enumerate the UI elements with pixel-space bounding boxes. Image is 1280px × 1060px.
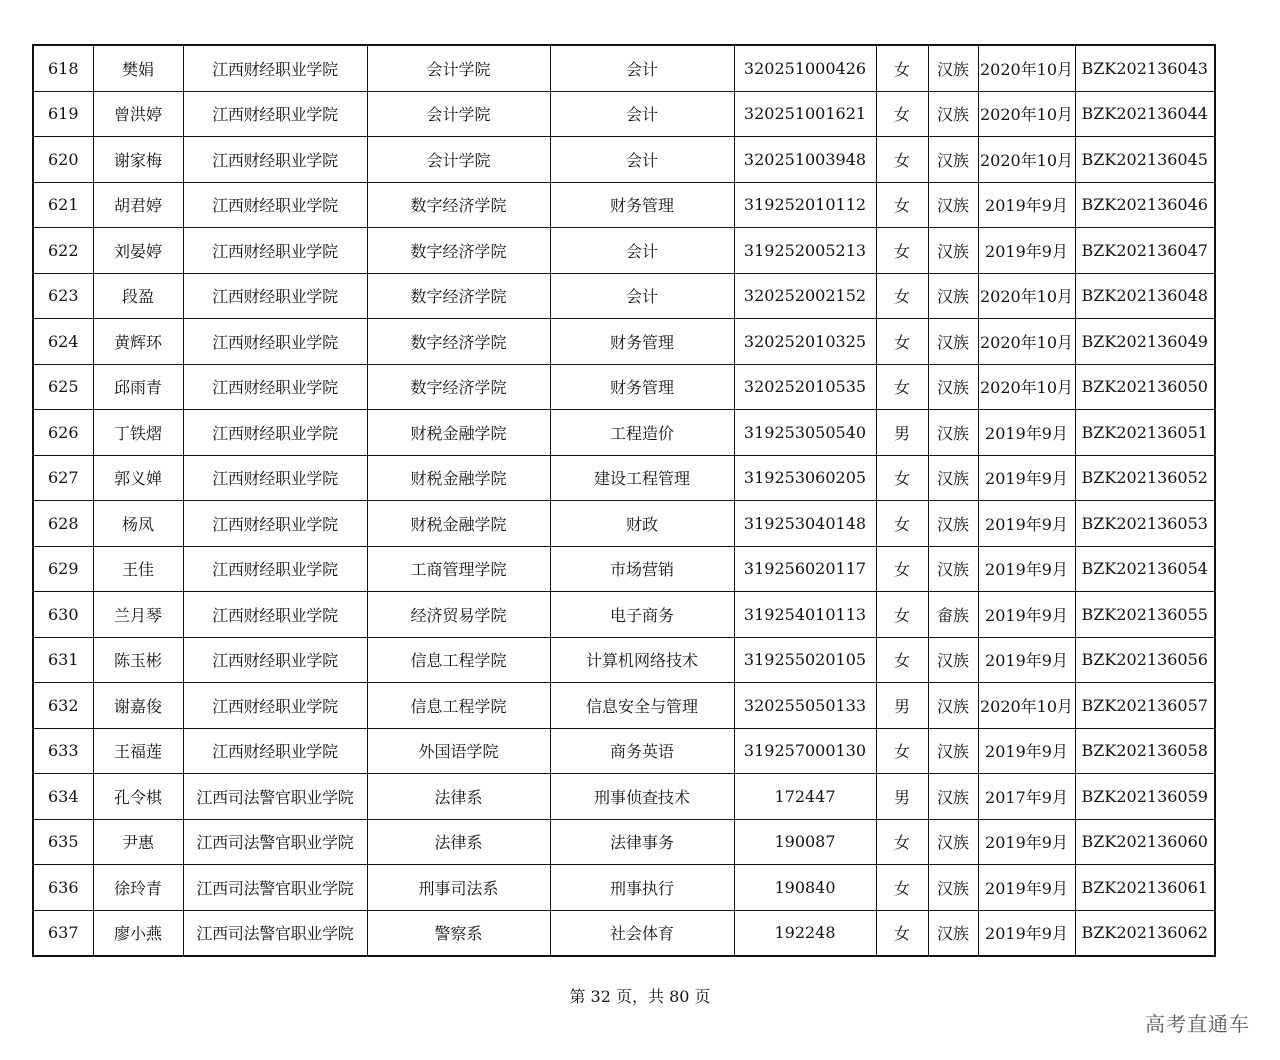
cell-school: 江西财经职业学院	[183, 637, 367, 683]
cell-certificate-number: BZK202136051	[1075, 410, 1215, 456]
cell-sex: 女	[876, 501, 928, 547]
cell-name: 孔令棋	[93, 774, 183, 820]
cell-enroll-date: 2019年9月	[978, 910, 1075, 956]
cell-major: 会计	[550, 137, 734, 183]
cell-serial-number: 627	[33, 455, 93, 501]
table-row	[33, 546, 1215, 592]
cell-sex: 女	[876, 865, 928, 911]
cell-sex: 女	[876, 364, 928, 410]
cell-college: 数字经济学院	[367, 319, 550, 365]
table-row	[33, 182, 1215, 228]
cell-enroll-date: 2019年9月	[978, 728, 1075, 774]
cell-certificate-number: BZK202136059	[1075, 774, 1215, 820]
cell-ethnicity: 汉族	[928, 228, 978, 274]
cell-name: 谢家梅	[93, 137, 183, 183]
cell-serial-number: 633	[33, 728, 93, 774]
cell-college: 刑事司法系	[367, 865, 550, 911]
cell-enroll-date: 2019年9月	[978, 410, 1075, 456]
cell-school: 江西司法警官职业学院	[183, 910, 367, 956]
cell-college: 经济贸易学院	[367, 592, 550, 638]
cell-school: 江西财经职业学院	[183, 273, 367, 319]
cell-student-id: 172447	[734, 774, 876, 820]
cell-enroll-date: 2019年9月	[978, 546, 1075, 592]
cell-college: 法律系	[367, 819, 550, 865]
cell-school: 江西财经职业学院	[183, 45, 367, 91]
cell-name: 杨凤	[93, 501, 183, 547]
cell-enroll-date: 2019年9月	[978, 637, 1075, 683]
table-row	[33, 228, 1215, 274]
cell-college: 数字经济学院	[367, 273, 550, 319]
cell-student-id: 320251001621	[734, 91, 876, 137]
cell-sex: 女	[876, 91, 928, 137]
cell-sex: 女	[876, 137, 928, 183]
table-body	[33, 45, 1215, 956]
cell-major: 财务管理	[550, 319, 734, 365]
cell-sex: 女	[876, 182, 928, 228]
cell-name: 兰月琴	[93, 592, 183, 638]
cell-certificate-number: BZK202136052	[1075, 455, 1215, 501]
cell-ethnicity: 畲族	[928, 592, 978, 638]
cell-school: 江西财经职业学院	[183, 728, 367, 774]
cell-certificate-number: BZK202136043	[1075, 45, 1215, 91]
cell-ethnicity: 汉族	[928, 637, 978, 683]
cell-college: 会计学院	[367, 45, 550, 91]
cell-student-id: 319252010112	[734, 182, 876, 228]
page-number	[0, 984, 1280, 1007]
cell-student-id: 319253060205	[734, 455, 876, 501]
cell-enroll-date: 2020年10月	[978, 273, 1075, 319]
cell-college: 数字经济学院	[367, 182, 550, 228]
cell-serial-number: 629	[33, 546, 93, 592]
cell-school: 江西司法警官职业学院	[183, 819, 367, 865]
cell-college: 工商管理学院	[367, 546, 550, 592]
cell-student-id: 190087	[734, 819, 876, 865]
cell-student-id: 319257000130	[734, 728, 876, 774]
cell-college: 数字经济学院	[367, 364, 550, 410]
cell-college: 会计学院	[367, 137, 550, 183]
cell-certificate-number: BZK202136050	[1075, 364, 1215, 410]
cell-school: 江西司法警官职业学院	[183, 774, 367, 820]
cell-school: 江西财经职业学院	[183, 91, 367, 137]
cell-student-id: 320255050133	[734, 683, 876, 729]
table-row	[33, 455, 1215, 501]
table-row	[33, 364, 1215, 410]
cell-student-id: 319252005213	[734, 228, 876, 274]
cell-serial-number: 623	[33, 273, 93, 319]
cell-sex: 女	[876, 592, 928, 638]
cell-enroll-date: 2019年9月	[978, 819, 1075, 865]
cell-certificate-number: BZK202136058	[1075, 728, 1215, 774]
cell-enroll-date: 2020年10月	[978, 319, 1075, 365]
cell-serial-number: 632	[33, 683, 93, 729]
cell-name: 刘晏婷	[93, 228, 183, 274]
cell-college: 财税金融学院	[367, 501, 550, 547]
cell-ethnicity: 汉族	[928, 364, 978, 410]
cell-certificate-number: BZK202136057	[1075, 683, 1215, 729]
cell-ethnicity: 汉族	[928, 910, 978, 956]
table-row	[33, 501, 1215, 547]
table-row	[33, 319, 1215, 365]
cell-major: 会计	[550, 273, 734, 319]
cell-ethnicity: 汉族	[928, 501, 978, 547]
cell-name: 曾洪婷	[93, 91, 183, 137]
cell-ethnicity: 汉族	[928, 273, 978, 319]
cell-sex: 男	[876, 774, 928, 820]
cell-student-id: 319253050540	[734, 410, 876, 456]
cell-sex: 女	[876, 819, 928, 865]
cell-certificate-number: BZK202136060	[1075, 819, 1215, 865]
cell-name: 尹惠	[93, 819, 183, 865]
cell-school: 江西财经职业学院	[183, 137, 367, 183]
table-row	[33, 137, 1215, 183]
table-row	[33, 637, 1215, 683]
cell-certificate-number: BZK202136055	[1075, 592, 1215, 638]
cell-sex: 男	[876, 683, 928, 729]
cell-serial-number: 630	[33, 592, 93, 638]
cell-sex: 女	[876, 546, 928, 592]
cell-school: 江西财经职业学院	[183, 364, 367, 410]
cell-major: 刑事侦查技术	[550, 774, 734, 820]
cell-school: 江西财经职业学院	[183, 455, 367, 501]
cell-major: 社会体育	[550, 910, 734, 956]
table-row	[33, 865, 1215, 911]
cell-certificate-number: BZK202136053	[1075, 501, 1215, 547]
cell-sex: 男	[876, 410, 928, 456]
cell-student-id: 320252010535	[734, 364, 876, 410]
cell-student-id: 319253040148	[734, 501, 876, 547]
cell-name: 段盈	[93, 273, 183, 319]
cell-enroll-date: 2019年9月	[978, 865, 1075, 911]
cell-college: 信息工程学院	[367, 637, 550, 683]
student-list-table	[32, 44, 1216, 957]
cell-enroll-date: 2019年9月	[978, 228, 1075, 274]
cell-student-id: 320252002152	[734, 273, 876, 319]
table-row	[33, 410, 1215, 456]
table-row	[33, 728, 1215, 774]
cell-certificate-number: BZK202136061	[1075, 865, 1215, 911]
watermark-logo-text: 高考直通车	[1145, 1012, 1250, 1036]
page-number-label: 第 32 页，共 80 页	[569, 987, 711, 1006]
cell-certificate-number: BZK202136048	[1075, 273, 1215, 319]
table-row	[33, 774, 1215, 820]
cell-college: 信息工程学院	[367, 683, 550, 729]
cell-ethnicity: 汉族	[928, 546, 978, 592]
cell-ethnicity: 汉族	[928, 45, 978, 91]
cell-college: 外国语学院	[367, 728, 550, 774]
cell-ethnicity: 汉族	[928, 319, 978, 365]
cell-serial-number: 626	[33, 410, 93, 456]
cell-major: 信息安全与管理	[550, 683, 734, 729]
cell-enroll-date: 2020年10月	[978, 91, 1075, 137]
cell-name: 王福莲	[93, 728, 183, 774]
cell-major: 电子商务	[550, 592, 734, 638]
cell-major: 会计	[550, 91, 734, 137]
cell-serial-number: 620	[33, 137, 93, 183]
cell-certificate-number: BZK202136044	[1075, 91, 1215, 137]
cell-ethnicity: 汉族	[928, 182, 978, 228]
cell-serial-number: 628	[33, 501, 93, 547]
cell-name: 徐玲青	[93, 865, 183, 911]
cell-certificate-number: BZK202136049	[1075, 319, 1215, 365]
cell-school: 江西财经职业学院	[183, 319, 367, 365]
cell-sex: 女	[876, 728, 928, 774]
cell-serial-number: 637	[33, 910, 93, 956]
cell-student-id: 320251003948	[734, 137, 876, 183]
cell-school: 江西财经职业学院	[183, 683, 367, 729]
cell-sex: 女	[876, 455, 928, 501]
cell-major: 建设工程管理	[550, 455, 734, 501]
cell-school: 江西司法警官职业学院	[183, 865, 367, 911]
cell-major: 商务英语	[550, 728, 734, 774]
cell-enroll-date: 2019年9月	[978, 592, 1075, 638]
cell-student-id: 320252010325	[734, 319, 876, 365]
cell-sex: 女	[876, 45, 928, 91]
table-row	[33, 819, 1215, 865]
cell-major: 会计	[550, 228, 734, 274]
cell-school: 江西财经职业学院	[183, 182, 367, 228]
cell-college: 数字经济学院	[367, 228, 550, 274]
cell-ethnicity: 汉族	[928, 683, 978, 729]
cell-major: 刑事执行	[550, 865, 734, 911]
cell-name: 陈玉彬	[93, 637, 183, 683]
cell-name: 丁铁熠	[93, 410, 183, 456]
cell-college: 警察系	[367, 910, 550, 956]
cell-serial-number: 618	[33, 45, 93, 91]
cell-sex: 女	[876, 228, 928, 274]
cell-ethnicity: 汉族	[928, 865, 978, 911]
cell-ethnicity: 汉族	[928, 137, 978, 183]
cell-major: 会计	[550, 45, 734, 91]
cell-student-id: 319254010113	[734, 592, 876, 638]
cell-name: 郭义婵	[93, 455, 183, 501]
table-row	[33, 91, 1215, 137]
cell-sex: 女	[876, 637, 928, 683]
cell-certificate-number: BZK202136056	[1075, 637, 1215, 683]
cell-serial-number: 636	[33, 865, 93, 911]
cell-student-id: 192248	[734, 910, 876, 956]
cell-name: 黄辉环	[93, 319, 183, 365]
cell-serial-number: 619	[33, 91, 93, 137]
cell-school: 江西财经职业学院	[183, 592, 367, 638]
cell-serial-number: 631	[33, 637, 93, 683]
cell-name: 胡君婷	[93, 182, 183, 228]
table-row	[33, 45, 1215, 91]
cell-college: 财税金融学院	[367, 410, 550, 456]
cell-school: 江西财经职业学院	[183, 228, 367, 274]
cell-name: 廖小燕	[93, 910, 183, 956]
cell-certificate-number: BZK202136046	[1075, 182, 1215, 228]
cell-enroll-date: 2020年10月	[978, 45, 1075, 91]
cell-student-id: 320251000426	[734, 45, 876, 91]
cell-enroll-date: 2019年9月	[978, 501, 1075, 547]
cell-enroll-date: 2019年9月	[978, 182, 1075, 228]
cell-serial-number: 625	[33, 364, 93, 410]
cell-school: 江西财经职业学院	[183, 501, 367, 547]
cell-sex: 女	[876, 910, 928, 956]
cell-major: 财务管理	[550, 182, 734, 228]
cell-major: 法律事务	[550, 819, 734, 865]
cell-college: 财税金融学院	[367, 455, 550, 501]
cell-certificate-number: BZK202136045	[1075, 137, 1215, 183]
cell-certificate-number: BZK202136054	[1075, 546, 1215, 592]
cell-name: 谢嘉俊	[93, 683, 183, 729]
cell-sex: 女	[876, 319, 928, 365]
cell-name: 邱雨青	[93, 364, 183, 410]
cell-student-id: 190840	[734, 865, 876, 911]
cell-ethnicity: 汉族	[928, 410, 978, 456]
table-row	[33, 592, 1215, 638]
cell-school: 江西财经职业学院	[183, 410, 367, 456]
cell-school: 江西财经职业学院	[183, 546, 367, 592]
cell-ethnicity: 汉族	[928, 455, 978, 501]
cell-college: 法律系	[367, 774, 550, 820]
cell-major: 财务管理	[550, 364, 734, 410]
cell-college: 会计学院	[367, 91, 550, 137]
cell-enroll-date: 2019年9月	[978, 455, 1075, 501]
cell-serial-number: 622	[33, 228, 93, 274]
cell-student-id: 319256020117	[734, 546, 876, 592]
cell-student-id: 319255020105	[734, 637, 876, 683]
cell-enroll-date: 2020年10月	[978, 683, 1075, 729]
cell-ethnicity: 汉族	[928, 728, 978, 774]
cell-ethnicity: 汉族	[928, 819, 978, 865]
cell-ethnicity: 汉族	[928, 774, 978, 820]
cell-serial-number: 624	[33, 319, 93, 365]
cell-enroll-date: 2020年10月	[978, 137, 1075, 183]
cell-serial-number: 635	[33, 819, 93, 865]
cell-name: 樊娟	[93, 45, 183, 91]
cell-enroll-date: 2020年10月	[978, 364, 1075, 410]
cell-name: 王佳	[93, 546, 183, 592]
cell-serial-number: 634	[33, 774, 93, 820]
cell-serial-number: 621	[33, 182, 93, 228]
cell-enroll-date: 2017年9月	[978, 774, 1075, 820]
cell-major: 市场营销	[550, 546, 734, 592]
table-row	[33, 683, 1215, 729]
table-row	[33, 273, 1215, 319]
table-row	[33, 910, 1215, 956]
cell-certificate-number: BZK202136062	[1075, 910, 1215, 956]
cell-sex: 女	[876, 273, 928, 319]
cell-major: 计算机网络技术	[550, 637, 734, 683]
cell-certificate-number: BZK202136047	[1075, 228, 1215, 274]
cell-ethnicity: 汉族	[928, 91, 978, 137]
cell-major: 工程造价	[550, 410, 734, 456]
cell-major: 财政	[550, 501, 734, 547]
